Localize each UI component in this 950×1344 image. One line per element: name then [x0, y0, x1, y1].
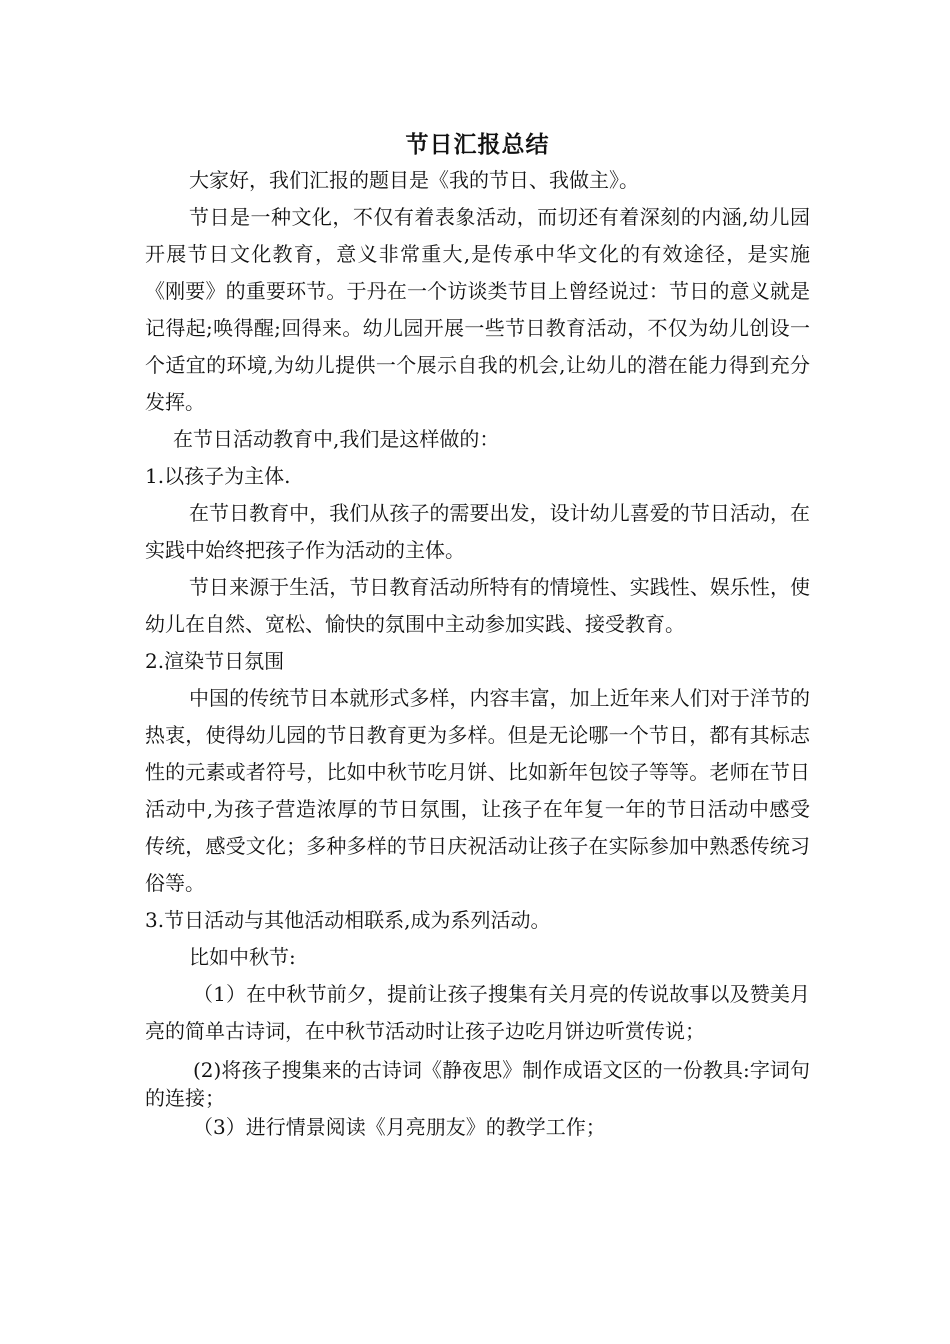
- document-page: [145, 128, 810, 1142]
- list-item-3: （3）进行情景阅读《月亮朋友》的教学工作；: [193, 1115, 606, 1139]
- section-heading-2: 2.渲染节日氛围: [145, 649, 285, 673]
- section-heading-1: 1.以孩子为主体.: [145, 464, 291, 488]
- paragraph-example-intro: 比如中秋节:: [189, 945, 296, 969]
- paragraph-greeting: 大家好，我们汇报的题目是《我的节日、我做主》。: [189, 168, 639, 192]
- list-item-2: (2)将孩子搜集来的古诗词《静夜思》制作成语文区的一份教具:字词句的连接；: [145, 1058, 810, 1110]
- paragraph-section-1a: 在节日教育中，我们从孩子的需要出发，设计幼儿喜爱的节日活动，在实践中始终把孩子作为活动的主体。: [145, 501, 810, 562]
- paragraph-intro: 节日是一种文化，不仅有着表象活动，而切还有着深刻的内涵,幼儿园开展节日文化教育，意义非常重大,是传承中华文化的有效途径，是实施《刚要》的重要环节。于丹在一个访谈类节目上曾经说过：节日的意义就是记得起;唤得醒;回得来。幼儿园开展一些节日教育活动，不仅为幼儿创设一个适宜的环境,为幼儿提供一个展示自我的机会,让幼儿的潜在能力得到充分发挥。: [145, 205, 810, 414]
- document-title: 节日汇报总结: [405, 131, 550, 158]
- paragraph-section-2: 中国的传统节日本就形式多样，内容丰富，加上近年来人们对于洋节的热衷，使得幼儿园的节日教育更为多样。但是无论哪一个节日，都有其标志性的元素或者符号，比如中秋节吃月饼、比如新年包饺子等等。老师在节日活动中,为孩子营造浓厚的节日氛围，让孩子在年复一年的节日活动中感受传统，感受文化；多种多样的节日庆祝活动让孩子在实际参加中熟悉传统习俗等。: [145, 686, 810, 895]
- paragraph-section-1b: 节日来源于生活，节日教育活动所特有的情境性、实践性、娱乐性，使幼儿在自然、宽松、愉快的氛围中主动参加实践、接受教育。: [145, 575, 810, 636]
- paragraph-approach: 在节日活动教育中,我们是这样做的：: [173, 427, 500, 451]
- list-item-1: （1）在中秋节前夕，提前让孩子搜集有关月亮的传说故事以及赞美月亮的简单古诗词，在中秋节活动时让孩子边吃月饼边听赏传说；: [145, 982, 810, 1043]
- section-heading-3: 3.节日活动与其他活动相联系,成为系列活动。: [145, 908, 551, 932]
